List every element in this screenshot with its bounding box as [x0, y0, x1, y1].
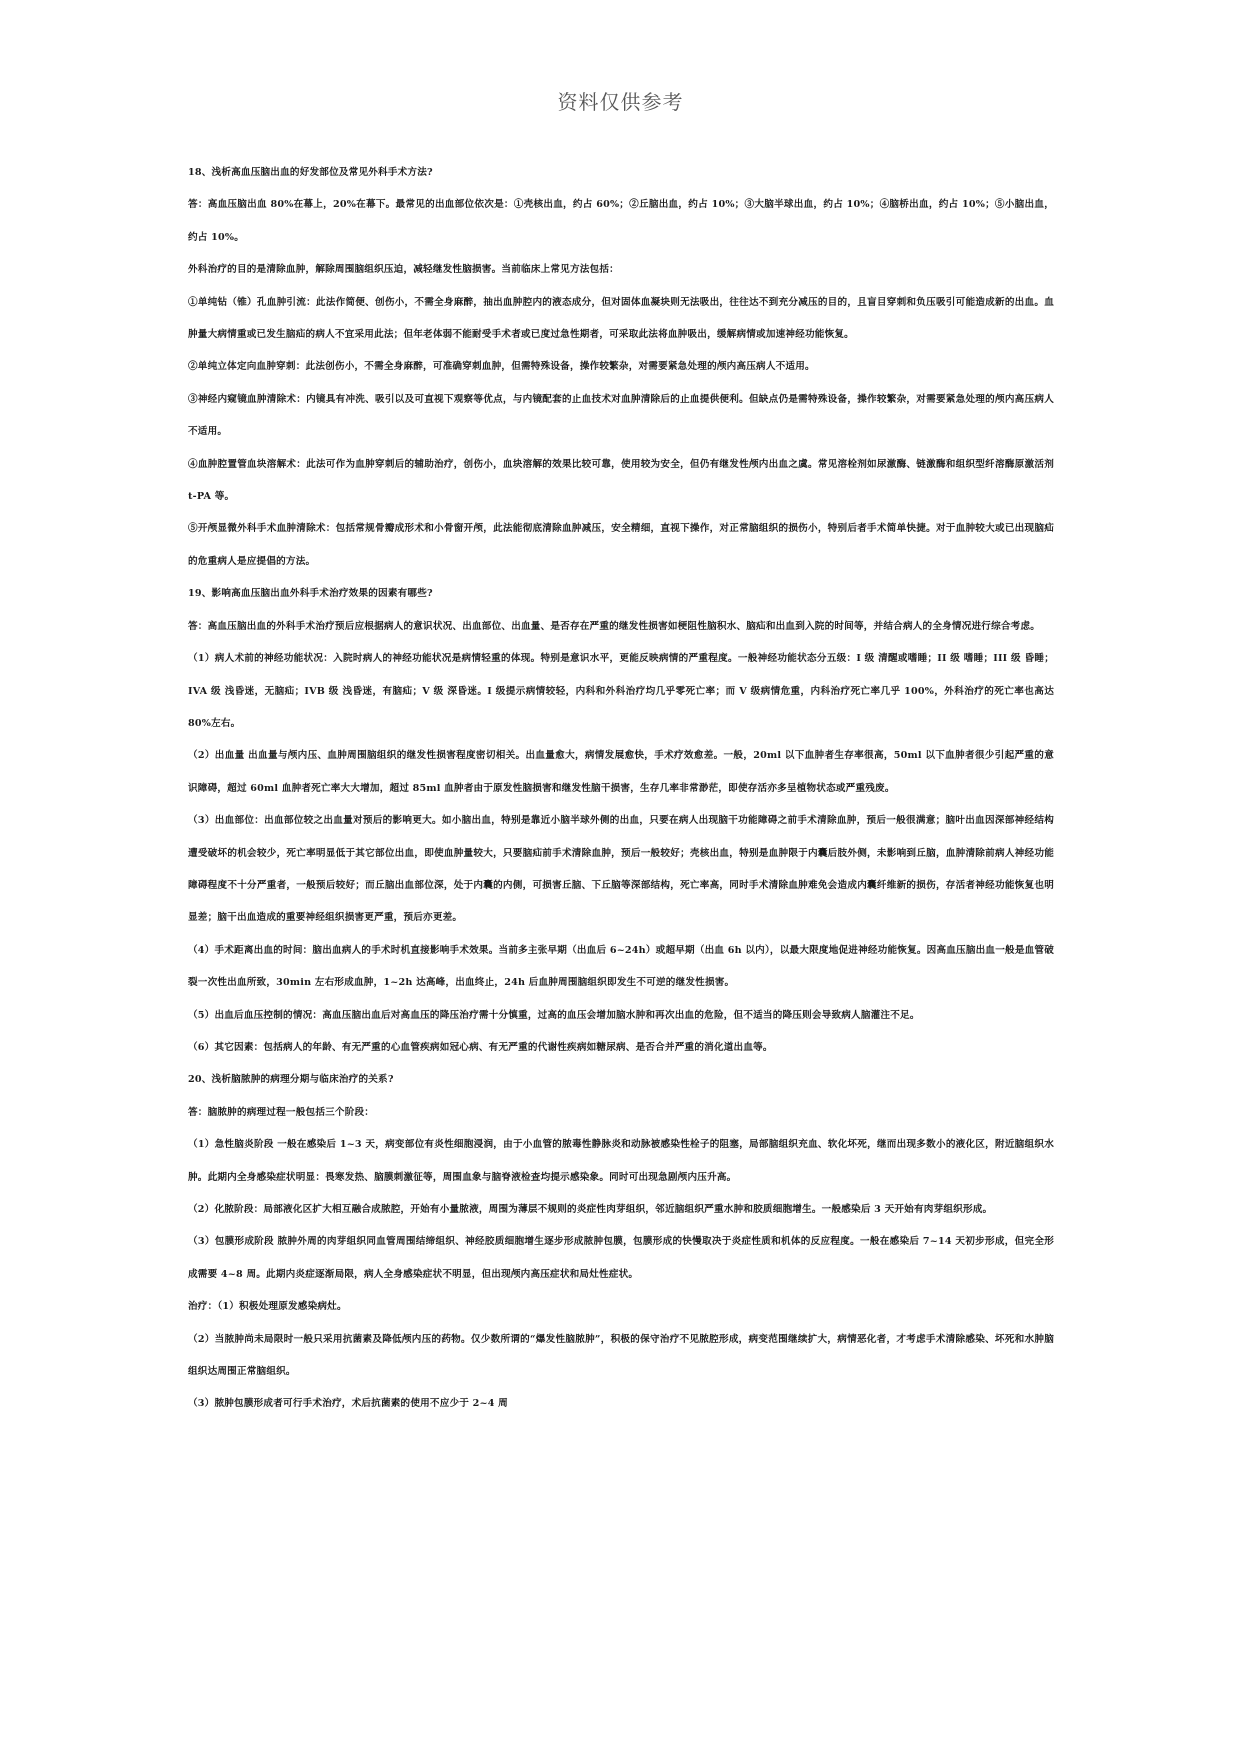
method-4-paragraph: ④血肿腔置管血块溶解术：此法可作为血肿穿刺后的辅助治疗，创伤小，血块溶解的效果比较可靠，使用较为安全，但仍有继发性颅内出血之虞。常见溶栓剂如尿激酶、链激酶和组织型纤溶酶原激活剂 t-PA 等。 [188, 458, 1054, 503]
factor-2-paragraph: （2）出血量 出血量与颅内压、血肿周围脑组织的继发性损害程度密切相关。出血量愈大，病情发展愈快，手术疗效愈差。一般，20ml 以下血肿者生存率很高，50ml 以下血肿者很少引起严重的意识障碍，超过 60ml 血肿者死亡率大大增加，超过 85ml 血肿者由于原发性脑损害和继发性脑干损害，生存几率非常渺茫，即使存活亦多呈植物状态或严重残废。 [188, 750, 1054, 794]
method-2-paragraph: ②单纯立体定向血肿穿刺：此法创伤小，不需全身麻醉，可准确穿刺血肿，但需特殊设备，操作较繁杂，对需要紧急处理的颅内高压病人不适用。 [188, 361, 815, 373]
surgery-purpose-paragraph: 外科治疗的目的是清除血肿，解除周围脑组织压迫，减轻继发性脑损害。当前临床上常见方法包括： [188, 264, 619, 276]
factor-4-paragraph: （4）手术距离出血的时间：脑出血病人的手术时机直接影响手术效果。当前多主张早期（出血后 6~24h）或超早期（出血 6h 以内），以最大限度地促进神经功能恢复。因高血压脑出血一般是血管破裂一次性出血所致，30min 左右形成血肿，1~2h 达高峰，出血终止，24h 后血肿周围脑组织即发生不可逆的继发性损害。 [188, 944, 1054, 989]
answer-19-paragraph: 答：高血压脑出血的外科手术治疗预后应根据病人的意识状况、出血部位、出血量、是否存在严重的继发性损害如梗阻性脑积水、脑疝和出血到入院的时间等，并结合病人的全身情况进行综合考虑。 [188, 620, 1041, 632]
method-1-paragraph: ①单纯钻（锥）孔血肿引流：此法作简便、创伤小，不需全身麻醉，抽出血肿腔内的液态成分，但对固体血凝块则无法吸出，往往达不到充分减压的目的，且盲目穿刺和负压吸引可能造成新的出血。血肿量大病情重或已发生脑疝的病人不宜采用此法；但年老体弱不能耐受手术者或已度过急性期者，可采取此法将血肿吸出，缓解病情或加速神经功能恢复。 [188, 296, 1054, 341]
treatment-3-paragraph: （3）脓肿包膜形成者可行手术治疗，术后抗菌素的使用不应少于 2~4 周 [188, 1398, 508, 1410]
method-3-paragraph: ③神经内窥镜血肿清除术：内镜具有冲洗、吸引以及可直视下观察等优点，与内镜配套的止血技术对血肿清除后的止血提供便利。但缺点仍是需特殊设备，操作较繁杂，对需要紧急处理的颅内高压病人不适用。 [188, 393, 1054, 438]
question-20-heading: 20、浅析脑脓肿的病理分期与临床治疗的关系? [188, 1074, 394, 1086]
factor-6-paragraph: （6）其它因素：包括病人的年龄、有无严重的心血管疾病如冠心病、有无严重的代谢性疾病如糖尿病、是否合并严重的消化道出血等。 [188, 1041, 773, 1053]
stage-3-paragraph: （3）包膜形成阶段 脓肿外周的肉芽组织同血管周围结缔组织、神经胶质细胞增生逐步形成脓肿包膜，包膜形成的快慢取决于炎症性质和机体的反应程度。一般在感染后 7~14 天初步形成，但完全形成需要 4~8 周。此期内炎症逐渐局限，病人全身感染症状不明显，但出现颅内高压症状和局灶性症状。 [188, 1236, 1054, 1280]
page-header-title: 资料仅供参考 [557, 90, 684, 114]
factor-5-paragraph: （5）出血后血压控制的情况：高血压脑出血后对高血压的降压治疗需十分慎重，过高的血压会增加脑水肿和再次出血的危险，但不适当的降压则会导致病人脑灌注不足。 [188, 1009, 920, 1021]
factor-3-paragraph: （3）出血部位：出血部位较之出血量对预后的影响更大。如小脑出血，特别是靠近小脑半球外侧的出血，只要在病人出现脑干功能障碍之前手术清除血肿，预后一般很满意；脑叶出血因深部神经结构遭受破坏的机会较少，死亡率明显低于其它部位出血，即使血肿量较大，只要脑疝前手术清除血肿，预后一般较好；壳核出血，特别是血肿限于内囊后肢外侧，未影响到丘脑，血肿清除前病人神经功能障碍程度不十分严重者，一般预后较好；而丘脑出血部位深，处于内囊的内侧，可损害丘脑、下丘脑等深部结构，死亡率高，同时手术清除血肿难免会造成内囊纤维新的损伤，存活者神经功能恢复也明显差；脑干出血造成的重要神经组织损害更严重，预后亦更差。 [188, 815, 1054, 924]
factor-1-paragraph: （1）病人术前的神经功能状况：入院时病人的神经功能状况是病情轻重的体现。特别是意识水平，更能反映病情的严重程度。一般神经功能状态分五级：I 级 清醒或嗜睡；II 级 嗜睡；III 级 昏睡；IVA 级 浅昏迷，无脑疝；IVB 级 浅昏迷，有脑疝；V 级 深昏迷。I 级提示病情较轻，内科和外科治疗均几乎零死亡率；而 V 级病情危重，内科治疗死亡率几乎 100%，外科治疗的死亡率也高达 80%左右。 [188, 653, 1054, 729]
question-19-heading: 19、影响高血压脑出血外科手术治疗效果的因素有哪些? [188, 588, 433, 600]
question-18-heading: 18、浅析高血压脑出血的好发部位及常见外科手术方法? [188, 167, 433, 178]
treatment-1-paragraph: 治疗：（1）积极处理原发感染病灶。 [188, 1301, 347, 1313]
treatment-2-paragraph: （2）当脓肿尚未局限时一般只采用抗菌素及降低颅内压的药物。仅少数所谓的“爆发性脑脓肿”，积极的保守治疗不见脓腔形成，病变范围继续扩大，病情恶化者，才考虑手术清除感染、坏死和水肿脑组织达周围正常脑组织。 [188, 1333, 1054, 1378]
answer-18-paragraph: 答：高血压脑出血 80%在幕上，20%在幕下。最常见的出血部位依次是：①壳核出血，约占 60%；②丘脑出血，约占 10%；③大脑半球出血，约占 10%；④脑桥出血，约占 10%；⑤小脑出血，约占 10%。 [188, 199, 1054, 243]
document-body [188, 157, 1054, 1421]
stage-1-paragraph: （1）急性脑炎阶段 一般在感染后 1~3 天，病变部位有炎性细胞浸润，由于小血管的脓毒性静脉炎和动脉被感染性栓子的阻塞，局部脑组织充血、软化坏死，继而出现多数小的液化区，附近脑组织水肿。此期内全身感染症状明显：畏寒发热、脑膜刺激征等，周围血象与脑脊液检查均提示感染象。同时可出现急剧颅内压升高。 [188, 1139, 1054, 1183]
stage-2-paragraph: （2）化脓阶段：局部液化区扩大相互融合成脓腔，开始有小量脓液，周围为薄层不规则的炎症性肉芽组织，邻近脑组织严重水肿和胶质细胞增生。一般感染后 3 天开始有肉芽组织形成。 [188, 1204, 993, 1215]
method-5-paragraph: ⑤开颅显微外科手术血肿清除术：包括常规骨瓣成形术和小骨窗开颅，此法能彻底清除血肿减压，安全精细，直视下操作，对正常脑组织的损伤小，特别后者手术简单快捷。对于血肿较大或已出现脑疝的危重病人是应提倡的方法。 [188, 523, 1054, 567]
answer-20-intro: 答：脑脓肿的病理过程一般包括三个阶段： [188, 1106, 375, 1118]
